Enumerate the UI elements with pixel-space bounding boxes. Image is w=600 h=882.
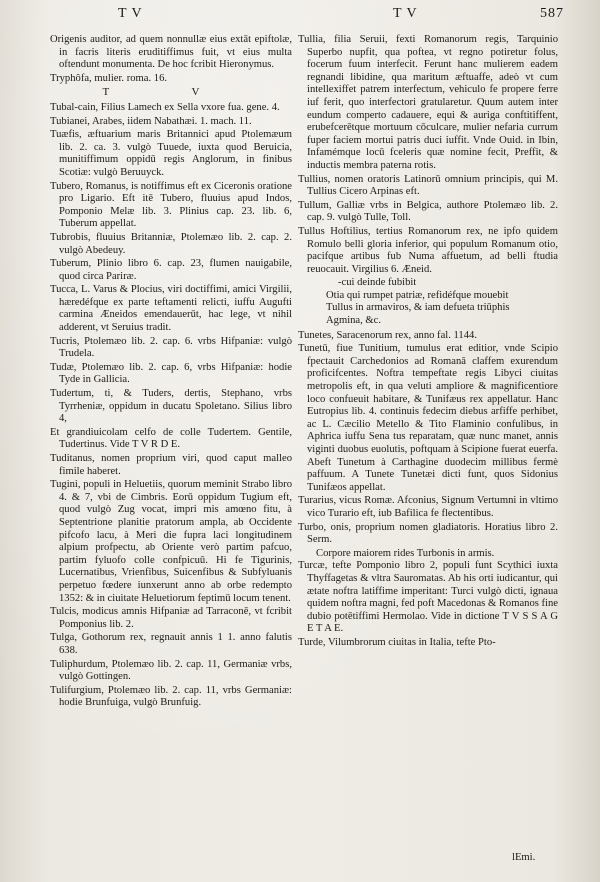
entry: Tucris, Ptolemæo lib. 2. cap. 6. vrbs Hifpaniæ: vulgò Trudela. xyxy=(50,335,292,360)
entry: Tulifurgium, Ptolemæo lib. 2. cap. 11, vrbs Germaniæ: hodie Brunfuiga, vulgò Brunfuig. xyxy=(50,684,292,709)
quote-intro: -cui deinde fubibit xyxy=(338,277,417,289)
entry: Tullum, Galliæ vrbs in Belgica, authore Ptolemæo lib. 2. cap. 9. vulgò Tulle, Toll. xyxy=(298,199,558,224)
entry: Tuliphurdum, Ptolemæo lib. 2. cap. 11, Germaniæ vrbs, vulgò Gottingen. xyxy=(50,658,292,683)
entry: Turde, Vilumbrorum ciuitas in Italia, tefte Pto- xyxy=(298,636,496,648)
entry: Tulga, Gothorum rex, regnauit annis 1 1. anno falutis 638. xyxy=(50,632,292,656)
page-number: 587 xyxy=(540,6,564,21)
entry: Tucca, L. Varus & Plocius, viri doctiffimi, amici Virgilii, hæredéfque ex parte teftamenti relicti, iuffu Augufti carmina Æneidos emendauerūt, hac lege, vt nihil adderent, vt Seruius tradit. xyxy=(50,284,292,334)
quote-line: Tullus in armaviros, & iam defueta triūphis xyxy=(326,302,510,314)
entry: Tubianei, Arabes, iidem Nabathæi. 1. mach. 11. xyxy=(50,115,252,127)
entry: Tubero, Romanus, is notiffimus eft ex Ciceronis oratione pro Ligario. Eft itē Tubero, fluuius apud Indos, Pomponio Melæ lib. 3. Plinius cap. 23. lib. 6, Tuberum appellat. xyxy=(50,180,292,230)
right-column xyxy=(298,34,558,651)
entry: Tunetū, fiue Tunitium, tumulus erat editior, vnde Scipio fpectauit Carchedonios ad Romanā claffem exurendum proficifcentes. Noftra tempeftate regis Libyci ciuitas metropolis eft, in qua veluti ampliore & magnificentiore loco confueuit habitare, & Tunifæus rex appellatur. Hanc Eutropius lib. 4. continuis fedecim diebus arfiffe perhibet, ac L. Cæcilio Metello & Tito Flaminio confulibus, in Aphrica iuffu Sena tus reparatam, quæ nunc manet, annis viginti duobus euolutis, poftquam à Scipione fuerat euerfa. Abeft Tunetum à Carthagine duodecim millibus fermè paffuum. A Tunete Tunetæi dicti funt, quos Sidonius Tunifæos appellat. xyxy=(298,343,558,493)
entry: Origenis auditor, ad quem nonnullæ eius extāt epiftolæ, in facris literis eruditiffimus fuit, vt eius multa oftendunt monumenta. De hoc fcribit Hieronymus. xyxy=(50,34,292,71)
entry: Tryphôfa, mulier. roma. 16. xyxy=(50,72,168,84)
quote-line: Otia qui rumpet patriæ, refidéfque mouebit xyxy=(326,289,509,301)
running-head-right-letters: T V xyxy=(393,6,418,21)
left-column xyxy=(50,34,292,711)
entry: Tugini, populi in Heluetiis, quorum meminit Strabo libro 4. & 7, vbi de Cimbris. Eorū oppidum Tugium eft, quod vulgò Zug vocat, impri mis amœno fitu, à Septentrione planitie pratorum ampla, ab Occidente pifcofo lacu, à Meri die fupra laci longitudinem alpium profpectu, ab Oriente verò partim pafcuo, partim fyluofo colle confpicuū. Hi fe Tigurinis, Lucernatibus, Vrienfibus, Suicenfibus & Subfyluanis perpetuo fœdere iunxerunt anno ab orbe redempto 1352: & in ciuitate Heluetiorum feptimū locum tenent. xyxy=(50,479,292,604)
entry: Tulcis, modicus amnis Hifpaniæ ad Tarraconē, vt fcribit Pomponius lib. 2. xyxy=(50,606,292,630)
entry: Tuberum, Plinio libro 6. cap. 23, flumen nauigabile, quod circa Pariræ. xyxy=(50,258,292,282)
running-head-left-letters: T V xyxy=(118,6,143,21)
catchword: lEmi. xyxy=(512,852,536,863)
entry: Tullus Hoftilius, tertius Romanorum rex, ne ipfo quidem Romulo belli gloria inferior, qui populum Romanum otio, pacifque artibus fub Numa affuetum, ad belli ftudia reuocauit. Virgilius 6. Æneid. xyxy=(298,225,558,275)
entry: Tubal-cain, Filius Lamech ex Sella vxore fua. gene. 4. xyxy=(50,101,280,113)
running-head-left xyxy=(118,6,143,22)
section-heading: T V xyxy=(102,86,240,99)
entry: Turarius, vicus Romæ. Afconius, Signum Vertumni in vltimo vico Turario eft, iub Bafilica fe flectentibus. xyxy=(298,495,558,519)
entry: Tuæfis, æftuarium maris Britannici apud Ptolemæum lib. 2. ca. 3. vulgò Tuuede, iuxta quod Beruicia, munitiffimum oppidū regis Anglorum, in finibus Scotiæ: vulgò Beruuyck. xyxy=(50,129,292,178)
entry: Tullius, nomen oratoris Latinorū omnium principis, qui M. Tullius Cicero Arpinas eft. xyxy=(298,173,558,198)
entry: Tubrobis, fluuius Britanniæ, Ptolemæo lib. 2. cap. 2. vulgò Abedeuy. xyxy=(50,231,292,256)
entry: Turbo, onis, proprium nomen gladiatoris. Horatius libro 2. Serm. xyxy=(298,521,558,546)
entry: Tullia, filia Seruii, fexti Romanorum regis, Tarquinio Superbo nupfit, qua poftea, vt regno potiretur folus, focerum fuum interfecit. Ferunt hanc mulierem eadem regnandi libidine, qua maritum æftuaffe, adeò vt cum intellexiffet patrem interfectum, vehiculo fe propere ferre iuf ferit, quo interfectori gratularetur. Quum autem inter eundum comperto cadauere, equi & auriga conftitiffent, erubefcerētque mortuum cōculcare, mulier nefaria currum fuper faciem mortui patris duci iuffit. Vnde Ouid. in Ibin, Infamémque locū fceleris quæ nomine fecit, Preffit, & inductis membra paterna rotis. xyxy=(298,34,558,171)
entry: Tudæ, Ptolemæo lib. 2. cap. 6, vrbs Hifpaniæ: hodie Tyde in Gallicia. xyxy=(50,361,292,386)
entry: Turcæ, tefte Pomponio libro 2, populi funt Scythici iuxta Thyffagetas & vltra Sauromatas. Ab his orti iudicantur, qui ætate noftra latiffime imperitant: Turci vulgò dicti, ignaua quidem noftra magni, fed poft Macedonas & Romanos fine dubio potētiffimi Hermolao. Vide in dictione T V S S A G E T A E. xyxy=(298,560,558,635)
entry: Tuditanus, nomen proprium viri, quod caput malleo fimile haberet. xyxy=(50,453,292,477)
quote-line: Corpore maiorem rides Turbonis in armis. xyxy=(316,547,495,559)
entry: Tunetes, Saracenorum rex, anno fal. 1144. xyxy=(298,329,477,341)
verse-line: Et grandiuicolam celfo de colle Tudertem. Gentile, Tudertinus. Vide T V R D E. xyxy=(50,426,292,451)
entry: Tudertum, ti, & Tuders, dertis, Stephano, vrbs Tyrrheniæ, oppidum in ducatu Spoletano. Silius libro 4, xyxy=(50,388,292,425)
running-head-right xyxy=(393,6,418,22)
quote-line: Agmina, &c. xyxy=(326,315,382,327)
